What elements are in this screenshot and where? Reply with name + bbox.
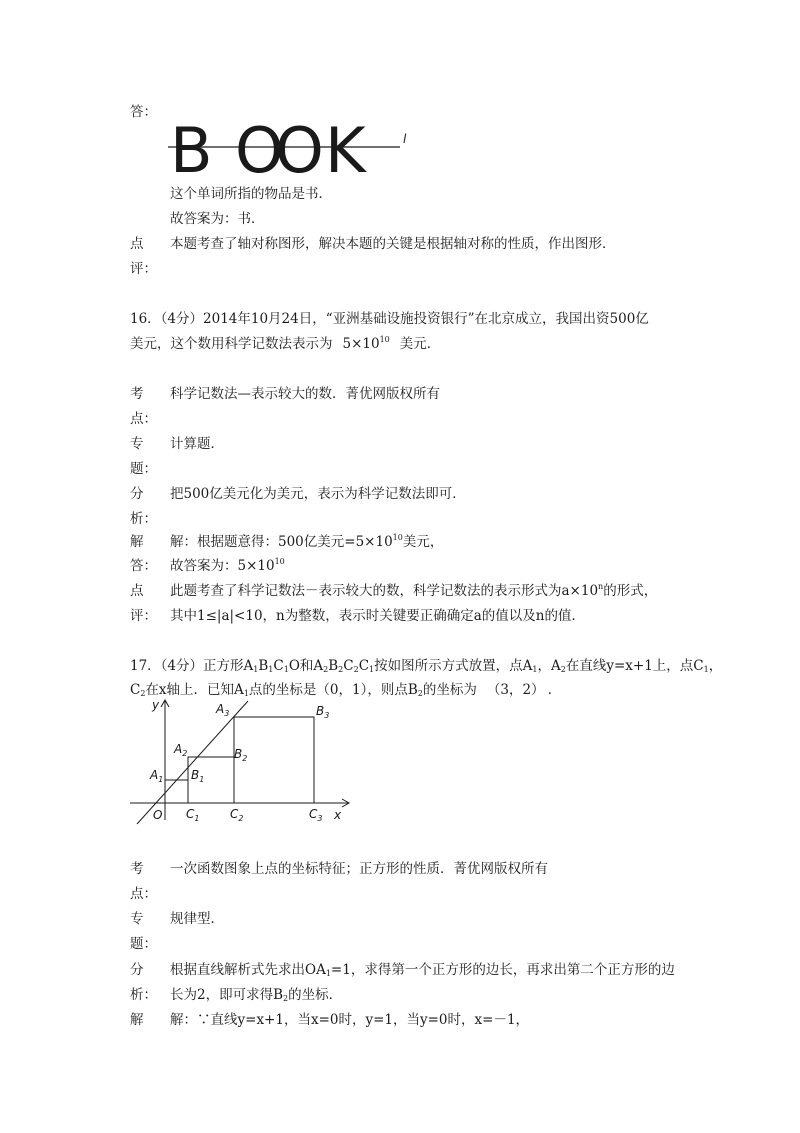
- q16-jd-label-2: 答：: [130, 558, 157, 574]
- square-1: [165, 780, 188, 803]
- q17-kd-text: 一次函数图象上点的坐标特征；正方形的性质．菁优网版权所有: [170, 861, 548, 877]
- q17-zt-text: 规律型．: [170, 911, 224, 927]
- q16-fx-text: 把500亿美元化为美元，表示为科学记数法即可．: [170, 486, 466, 502]
- line-y-eq-x-plus-1: [137, 701, 248, 824]
- book-letter-o1: O: [235, 114, 284, 185]
- q15-comment-label-1: 点: [130, 236, 144, 252]
- label-a1: $A_1$: [150, 768, 164, 784]
- q17-jd-label-1: 解: [130, 1012, 144, 1028]
- q16-kd-label-1: 考: [130, 386, 144, 402]
- label-c2: $C_2$: [230, 807, 244, 823]
- q16-dp-line-1: 此题考查了科学记数法－表示较大的数，科学记数法的表示形式为$a\times 10^n$的形式，: [170, 582, 658, 599]
- label-b1: $B_1$: [191, 768, 205, 784]
- label-a3: $A_3$: [216, 702, 230, 718]
- q17-jd-line-1: 解：∵直线y=x+1，当x=0时，y=1，当y=0时，x=－1，: [170, 1012, 530, 1028]
- q16-fx-label-2: 析：: [130, 511, 157, 527]
- q17-fx-label-1: 分: [130, 962, 144, 978]
- book-letter-o2: O: [275, 114, 324, 185]
- label-origin: O: [153, 808, 163, 822]
- q17-zt-label-1: 专: [130, 911, 144, 927]
- q16-kd-label-2: 点：: [130, 411, 157, 427]
- q16-fx-label-1: 分: [130, 486, 144, 502]
- label-a2: $A_2$: [174, 742, 188, 758]
- q16-zt-text: 计算题．: [170, 436, 224, 452]
- squares-figure: [120, 695, 360, 825]
- label-c3: $C_3$: [309, 807, 323, 823]
- book-axis-figure: [160, 110, 420, 185]
- q16-stem-line-1: 16．（4分）2014年10月24日，“亚洲基础设施投资银行”在北京成立，我国出资500亿: [130, 311, 649, 327]
- label-b3: $B_3$: [316, 704, 330, 720]
- label-y: y: [152, 698, 160, 712]
- label-x: x: [334, 808, 342, 822]
- q16-jd-line-1: 解：根据题意得：500亿美元$=5\times 10^{10}$美元，: [170, 533, 444, 550]
- label-c1: $C_1$: [186, 807, 200, 823]
- q16-zt-label-2: 题：: [130, 461, 157, 477]
- q15-comment-label-2: 评：: [130, 261, 157, 277]
- q16-stem-line-2: 美元，这个数用科学记数法表示为 $5\times 10^{10}$ 美元．: [130, 335, 441, 352]
- q15-sentence-2: 故答案为：书．: [170, 211, 265, 227]
- q16-dp-line-2: 其中1≤|a|<10，n为整数，表示时关键要正确确定a的值以及n的值．: [170, 608, 585, 624]
- book-letter-k: K: [325, 114, 366, 185]
- q16-answer: $5\times 10^{10}$: [342, 335, 390, 352]
- q15-comment-text: 本题考查了轴对称图形，解决本题的关键是根据轴对称的性质，作出图形．: [170, 236, 616, 252]
- q17-fx-label-2: 析：: [130, 987, 157, 1003]
- q17-stem-line-1: 17．（4分）正方形$A_1B_1C_1O$和$A_2B_2C_2C_1$按如图所示方式放置，点$A_1$，$A_2$在直线y=x+1上，点$C_1$，: [130, 658, 723, 674]
- book-letter-b: B: [170, 114, 213, 185]
- answer-label: 答：: [130, 104, 157, 120]
- label-b2: $B_2$: [234, 747, 248, 763]
- q17-stem-line-2: $C_2$在x轴上．已知$A_1$点的坐标是（0，1），则点$B_2$的坐标为 （3，2） ．: [130, 682, 562, 698]
- q16-jd-label-1: 解: [130, 534, 144, 550]
- q17-kd-label-2: 点：: [130, 886, 157, 902]
- q16-dp-label-2: 评：: [130, 608, 157, 624]
- q16-jd-line-2: 故答案为：$5\times 10^{10}$: [170, 557, 285, 574]
- q15-sentence-1: 这个单词所指的物品是书．: [170, 186, 332, 202]
- q17-zt-label-2: 题：: [130, 936, 157, 952]
- axis-label-l: l: [403, 132, 407, 146]
- q16-dp-label-1: 点: [130, 583, 144, 599]
- q16-zt-label-1: 专: [130, 436, 144, 452]
- q17-answer: （3，2）: [486, 682, 538, 698]
- q16-kd-text: 科学记数法—表示较大的数．菁优网版权所有: [170, 386, 440, 402]
- q17-fx-line-1: 根据直线解析式先求出$OA_1=1$，求得第一个正方形的边长，再求出第二个正方形的边: [170, 962, 675, 978]
- q17-kd-label-1: 考: [130, 861, 144, 877]
- q17-fx-line-2: 长为2，即可求得$B_2$的坐标．: [170, 987, 343, 1003]
